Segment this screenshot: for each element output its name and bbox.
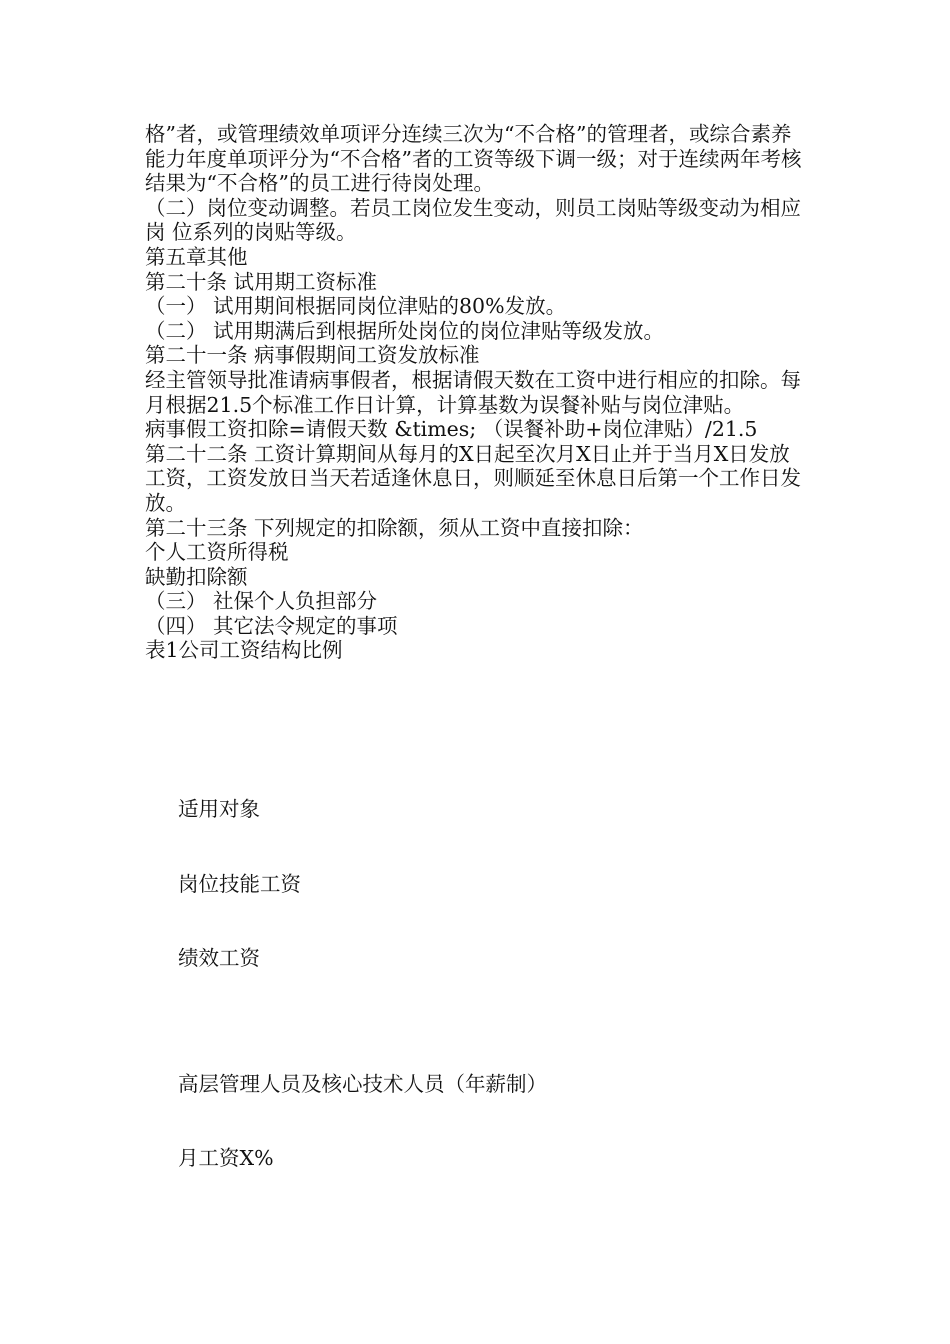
table-cell: 适用对象 [178, 797, 260, 821]
article-heading-21: 第二十一条 病事假期间工资发放标准 [145, 343, 480, 368]
table-cell: 月工资X% [178, 1146, 274, 1170]
list-item-social-insurance: （三） 社保个人负担部分 [145, 589, 378, 614]
list-item-probation-2: （二） 试用期满后到根据所处岗位的岗位津贴等级发放。 [145, 318, 665, 343]
article-heading-23: 第二十三条 下列规定的扣除额，须从工资中直接扣除： [145, 515, 644, 540]
chapter-heading: 第五章其他 [145, 244, 248, 269]
article-heading-20: 第二十条 试用期工资标准 [145, 269, 378, 294]
list-item-other-deductions: （四） 其它法令规定的事项 [145, 613, 398, 638]
list-item-absence-deduction: 缺勤扣除额 [145, 564, 248, 589]
table-cell: 绩效工资 [178, 946, 260, 970]
paragraph-position-change: （二）岗位变动调整。若员工岗位发生变动，则员工岗贴等级变动为相应岗 位系列的岗贴等级。 [145, 195, 801, 245]
article-22-payroll-period: 第二十二条 工资计算期间从每月的X日起至次月X日止并于当月X日发放工资，工资发放日当天若适逢休息日，则顺延至休息日后第一个工作日发放。 [145, 441, 801, 515]
table-caption: 表1公司工资结构比例 [145, 638, 343, 663]
paragraph-leave-deduction: 经主管领导批准请病事假者，根据请假天数在工资中进行相应的扣除。每月根据21.5个标准工作日计算，计算基数为误餐补贴与岗位津贴。 [145, 367, 801, 417]
table-cell: 岗位技能工资 [178, 872, 301, 896]
table-cell: 高层管理人员及核心技术人员（年薪制） [178, 1072, 547, 1096]
document-body [145, 122, 810, 663]
list-item-income-tax: 个人工资所得税 [145, 540, 289, 565]
paragraph-demotion-rules: 格”者，或管理绩效单项评分连续三次为“不合格”的管理者，或综合素养能力年度单项评分为“不合格”者的工资等级下调一级；对于连续两年考核结果为“不合格”的员工进行待岗处理。 [145, 122, 802, 196]
list-item-probation-1: （一） 试用期间根据同岗位津贴的80%发放。 [145, 294, 567, 319]
formula-leave-deduction: 病事假工资扣除=请假天数 &times; （误餐补助+岗位津贴）/21.5 [145, 417, 758, 442]
